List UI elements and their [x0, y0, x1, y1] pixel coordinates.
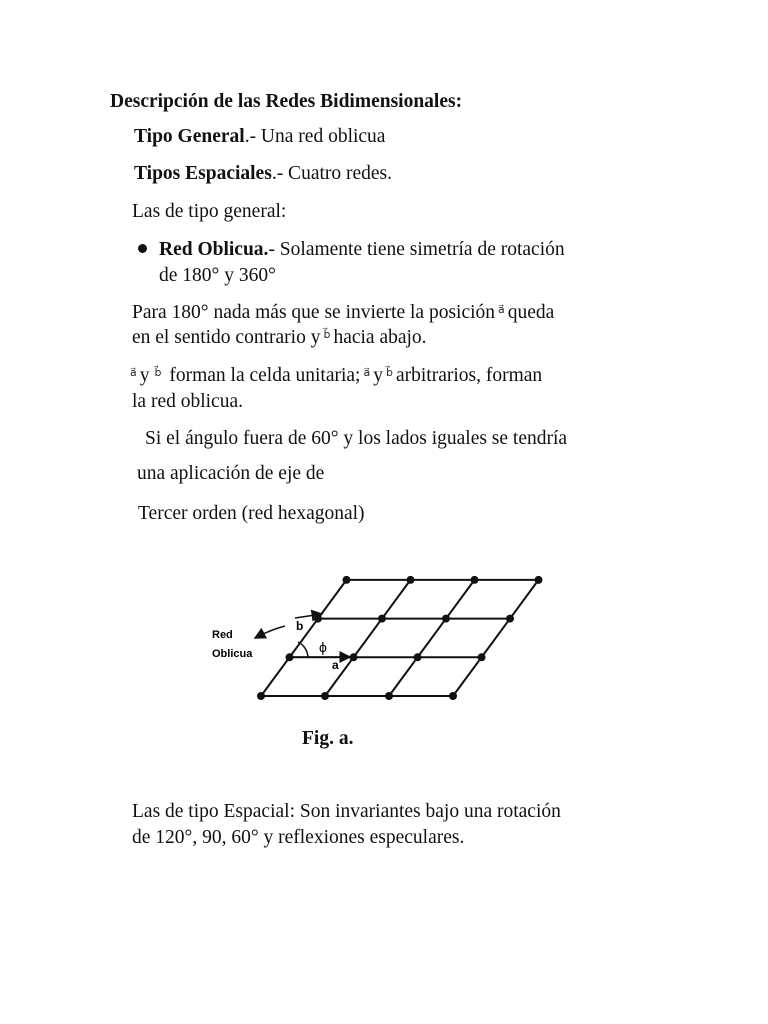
tipo-general-text: .- Una red oblicua	[244, 126, 386, 147]
espacial-line-1: Las de tipo Espacial: Son invariantes bajo una rotación	[132, 801, 561, 822]
lattice-point	[314, 615, 322, 623]
angulo-line-1: Si el ángulo fuera de 60° y los lados iguales se tendría	[145, 428, 568, 449]
lattice-column-line	[453, 580, 539, 696]
bullet-icon	[138, 244, 147, 253]
las-tipo-general: Las de tipo general:	[132, 201, 287, 222]
tipo-general-line	[134, 124, 385, 149]
celda-line-2: la red oblicua.	[132, 391, 243, 412]
para180-text-c: en el sentido contrario y	[132, 327, 321, 348]
tipos-espaciales-text: .- Cuatro redes.	[271, 163, 393, 184]
figure-caption: Fig. a.	[302, 728, 354, 749]
para180-text-b: queda	[507, 302, 555, 323]
vector-a-symbol: a⃗	[363, 367, 371, 379]
lattice-point	[343, 576, 351, 584]
tipos-espaciales-label: Tipos Espaciales	[134, 163, 272, 184]
vector-a-label: a	[332, 658, 339, 672]
oblique-lattice-figure	[200, 560, 560, 760]
lattice-point	[321, 692, 329, 700]
lattice-point	[414, 653, 422, 661]
lattice-point	[535, 576, 543, 584]
page-title: Descripción de las Redes Bidimensionales:	[110, 91, 463, 112]
lattice-column-line	[325, 580, 411, 696]
red-oblicua-pointer-arrow	[255, 626, 285, 638]
lattice-point	[350, 653, 358, 661]
vector-b-symbol: b⃗	[154, 367, 162, 379]
bullet-line-2: de 180° y 360°	[159, 265, 276, 286]
lattice-lines	[261, 580, 539, 696]
angulo-line-2: una aplicación de eje de	[137, 463, 325, 484]
lattice-point	[378, 615, 386, 623]
lattice-point	[257, 692, 265, 700]
vector-a-symbol: a⃗	[498, 304, 505, 316]
lattice-column-line	[389, 580, 475, 696]
lattice-point	[407, 576, 415, 584]
red-oblicua-label: Red Oblicua.	[159, 239, 269, 260]
vector-b-symbol: b⃗	[323, 329, 331, 341]
celda-y2: y	[373, 365, 383, 386]
bullet-red-oblicua	[159, 237, 565, 262]
celda-y1: y	[139, 365, 150, 386]
red-oblicua-text: - Solamente tiene simetría de rotación	[268, 239, 565, 260]
vector-b-label: b	[296, 619, 304, 633]
red-label-line-1: Red	[212, 629, 233, 641]
celda-line-1	[130, 363, 542, 391]
lattice-point	[471, 576, 479, 584]
para180-text-a: Para 180° nada más que se invierte la posición	[132, 302, 496, 323]
angulo-line-3: Tercer orden (red hexagonal)	[138, 503, 365, 524]
vector-a-symbol: a⃗	[130, 367, 137, 379]
tipo-general-label: Tipo General	[134, 126, 245, 147]
celda-text-2: arbitrarios, forman	[395, 365, 543, 386]
para180-line-1	[132, 300, 554, 328]
red-label-line-2: Oblicua	[212, 648, 253, 660]
angle-phi-label: ϕ	[319, 639, 327, 655]
para180-text-d: hacia abajo.	[333, 327, 427, 348]
vector-b-symbol: b⃗	[385, 367, 393, 379]
lattice-point	[385, 692, 393, 700]
lattice-point	[442, 615, 450, 623]
para180-line-2	[132, 325, 427, 353]
celda-text-1: forman la celda unitaria;	[169, 365, 361, 386]
espacial-line-2: de 120°, 90, 60° y reflexiones especulares.	[132, 827, 465, 848]
lattice-point	[506, 615, 514, 623]
lattice-point	[478, 653, 486, 661]
tipos-espaciales-line	[134, 161, 392, 186]
lattice-column-line	[261, 580, 347, 696]
lattice-point	[449, 692, 457, 700]
